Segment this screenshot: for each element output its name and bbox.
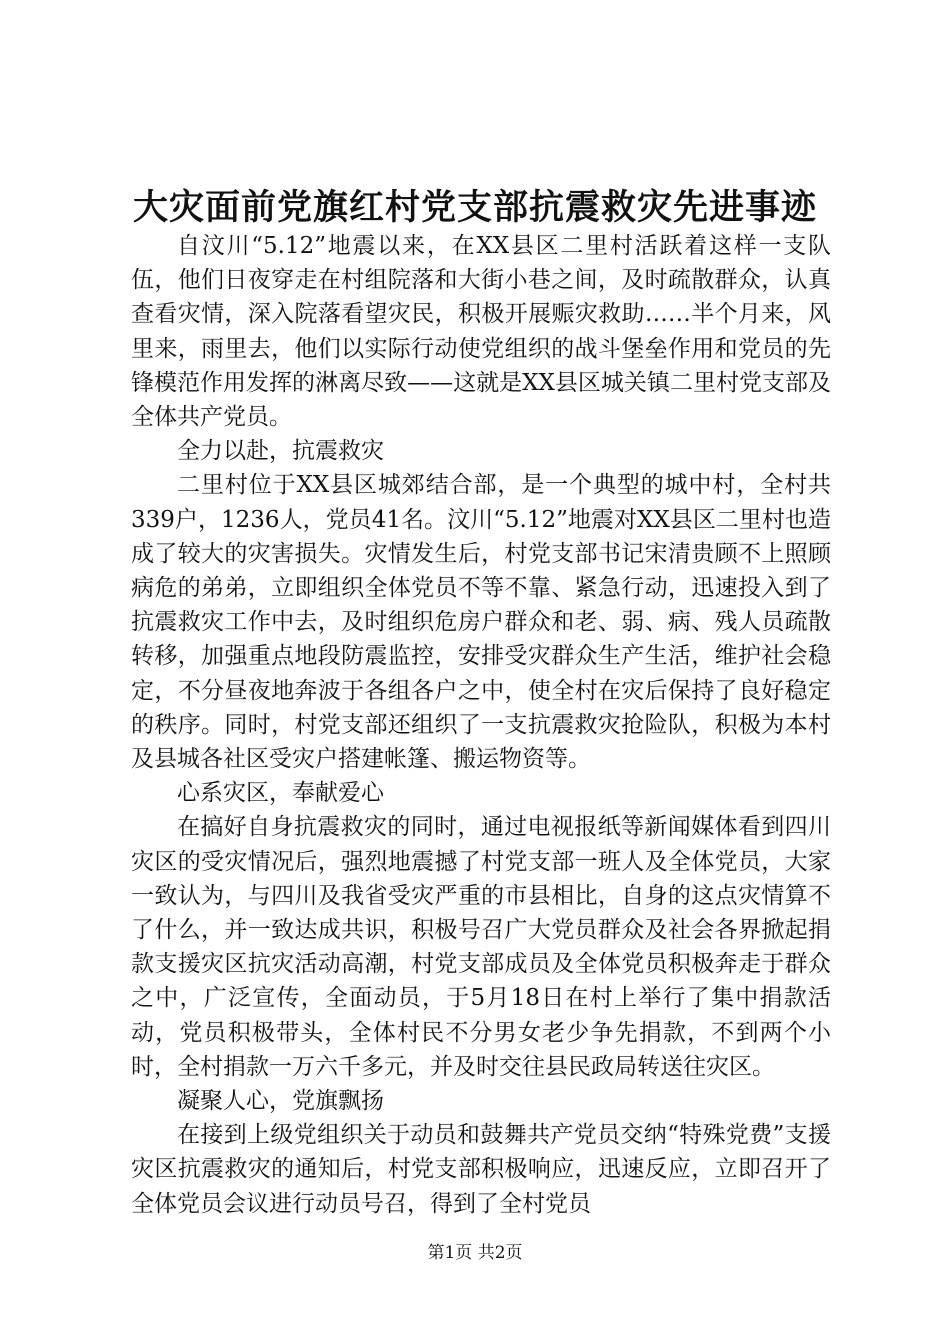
section-paragraph-2: 在搞好自身抗震救灾的同时，通过电视报纸等新闻媒体看到四川灾区的受灾情况后，强烈地震撼了村党支部一班人及全体党员，大家一致认为，与四川及我省受灾严重的市县相比，自身的这点灾情算不了什么，并一致达成共识，积极号召广大党员群众及社会各界掀起捐款支援灾区抗灾活动高潮，村党支部成员及全体党员积极奔走于群众之中，广泛宣传，全面动员，于5月18日在村上举行了集中捐款活动，党员积极带头，全体村民不分男女老少争先捐款，不到两个小时，全村捐款一万六千多元，并及时交往县民政局转送往灾区。: [131, 814, 831, 1080]
page-number-footer: 第1页 共2页: [427, 1243, 523, 1263]
section-heading-3: 凝聚人心，党旗飘扬: [177, 1088, 384, 1115]
intro-paragraph: 自汶川“5.12”地震以来，在XX县区二里村活跃着这样一支队伍，他们日夜穿走在村组院落和大街小巷之间，及时疏散群众，认真查看灾情，深入院落看望灾民，积极开展赈灾救助……半个月来，风里来，雨里去，他们以实际行动使党组织的战斗堡垒作用和党员的先锋模范作用发挥的淋离尽致——这就是XX县区城关镇二里村党支部及全体共产党员。: [131, 233, 831, 431]
section-paragraph-1: 二里村位于XX县区城郊结合部，是一个典型的城中村，全村共339户，1236人，党员41名。汶川“5.12”地震对XX县区二里村也造成了较大的灾害损失。灾情发生后，村党支部书记宋清贵顾不上照顾病危的弟弟，立即组织全体党员不等不靠、紧急行动，迅速投入到了抗震救灾工作中去，及时组织危房户群众和老、弱、病、残人员疏散转移，加强重点地段防震监控，安排受灾群众生产生活，维护社会稳定，不分昼夜地奔波于各组各户之中，使全村在灾后保持了良好稳定的秩序。同时，村党支部还组织了一支抗震救灾抢险队，积极为本村及县城各社区受灾户搭建帐篷、搬运物资等。: [131, 472, 831, 773]
section-heading-2: 心系灾区，奉献爱心: [177, 780, 384, 807]
page-title: 大灾面前党旗红村党支部抗震救灾先进事迹: [132, 187, 817, 228]
section-paragraph-3: 在接到上级党组织关于动员和鼓舞共产党员交纳“特殊党费”支援灾区抗震救灾的通知后，村党支部积极响应，迅速反应，立即召开了全体党员会议进行动员号召，得到了全村党员: [131, 1122, 831, 1217]
document-body: [131, 229, 831, 1221]
section-heading-1: 全力以赴，抗震救灾: [177, 438, 384, 465]
